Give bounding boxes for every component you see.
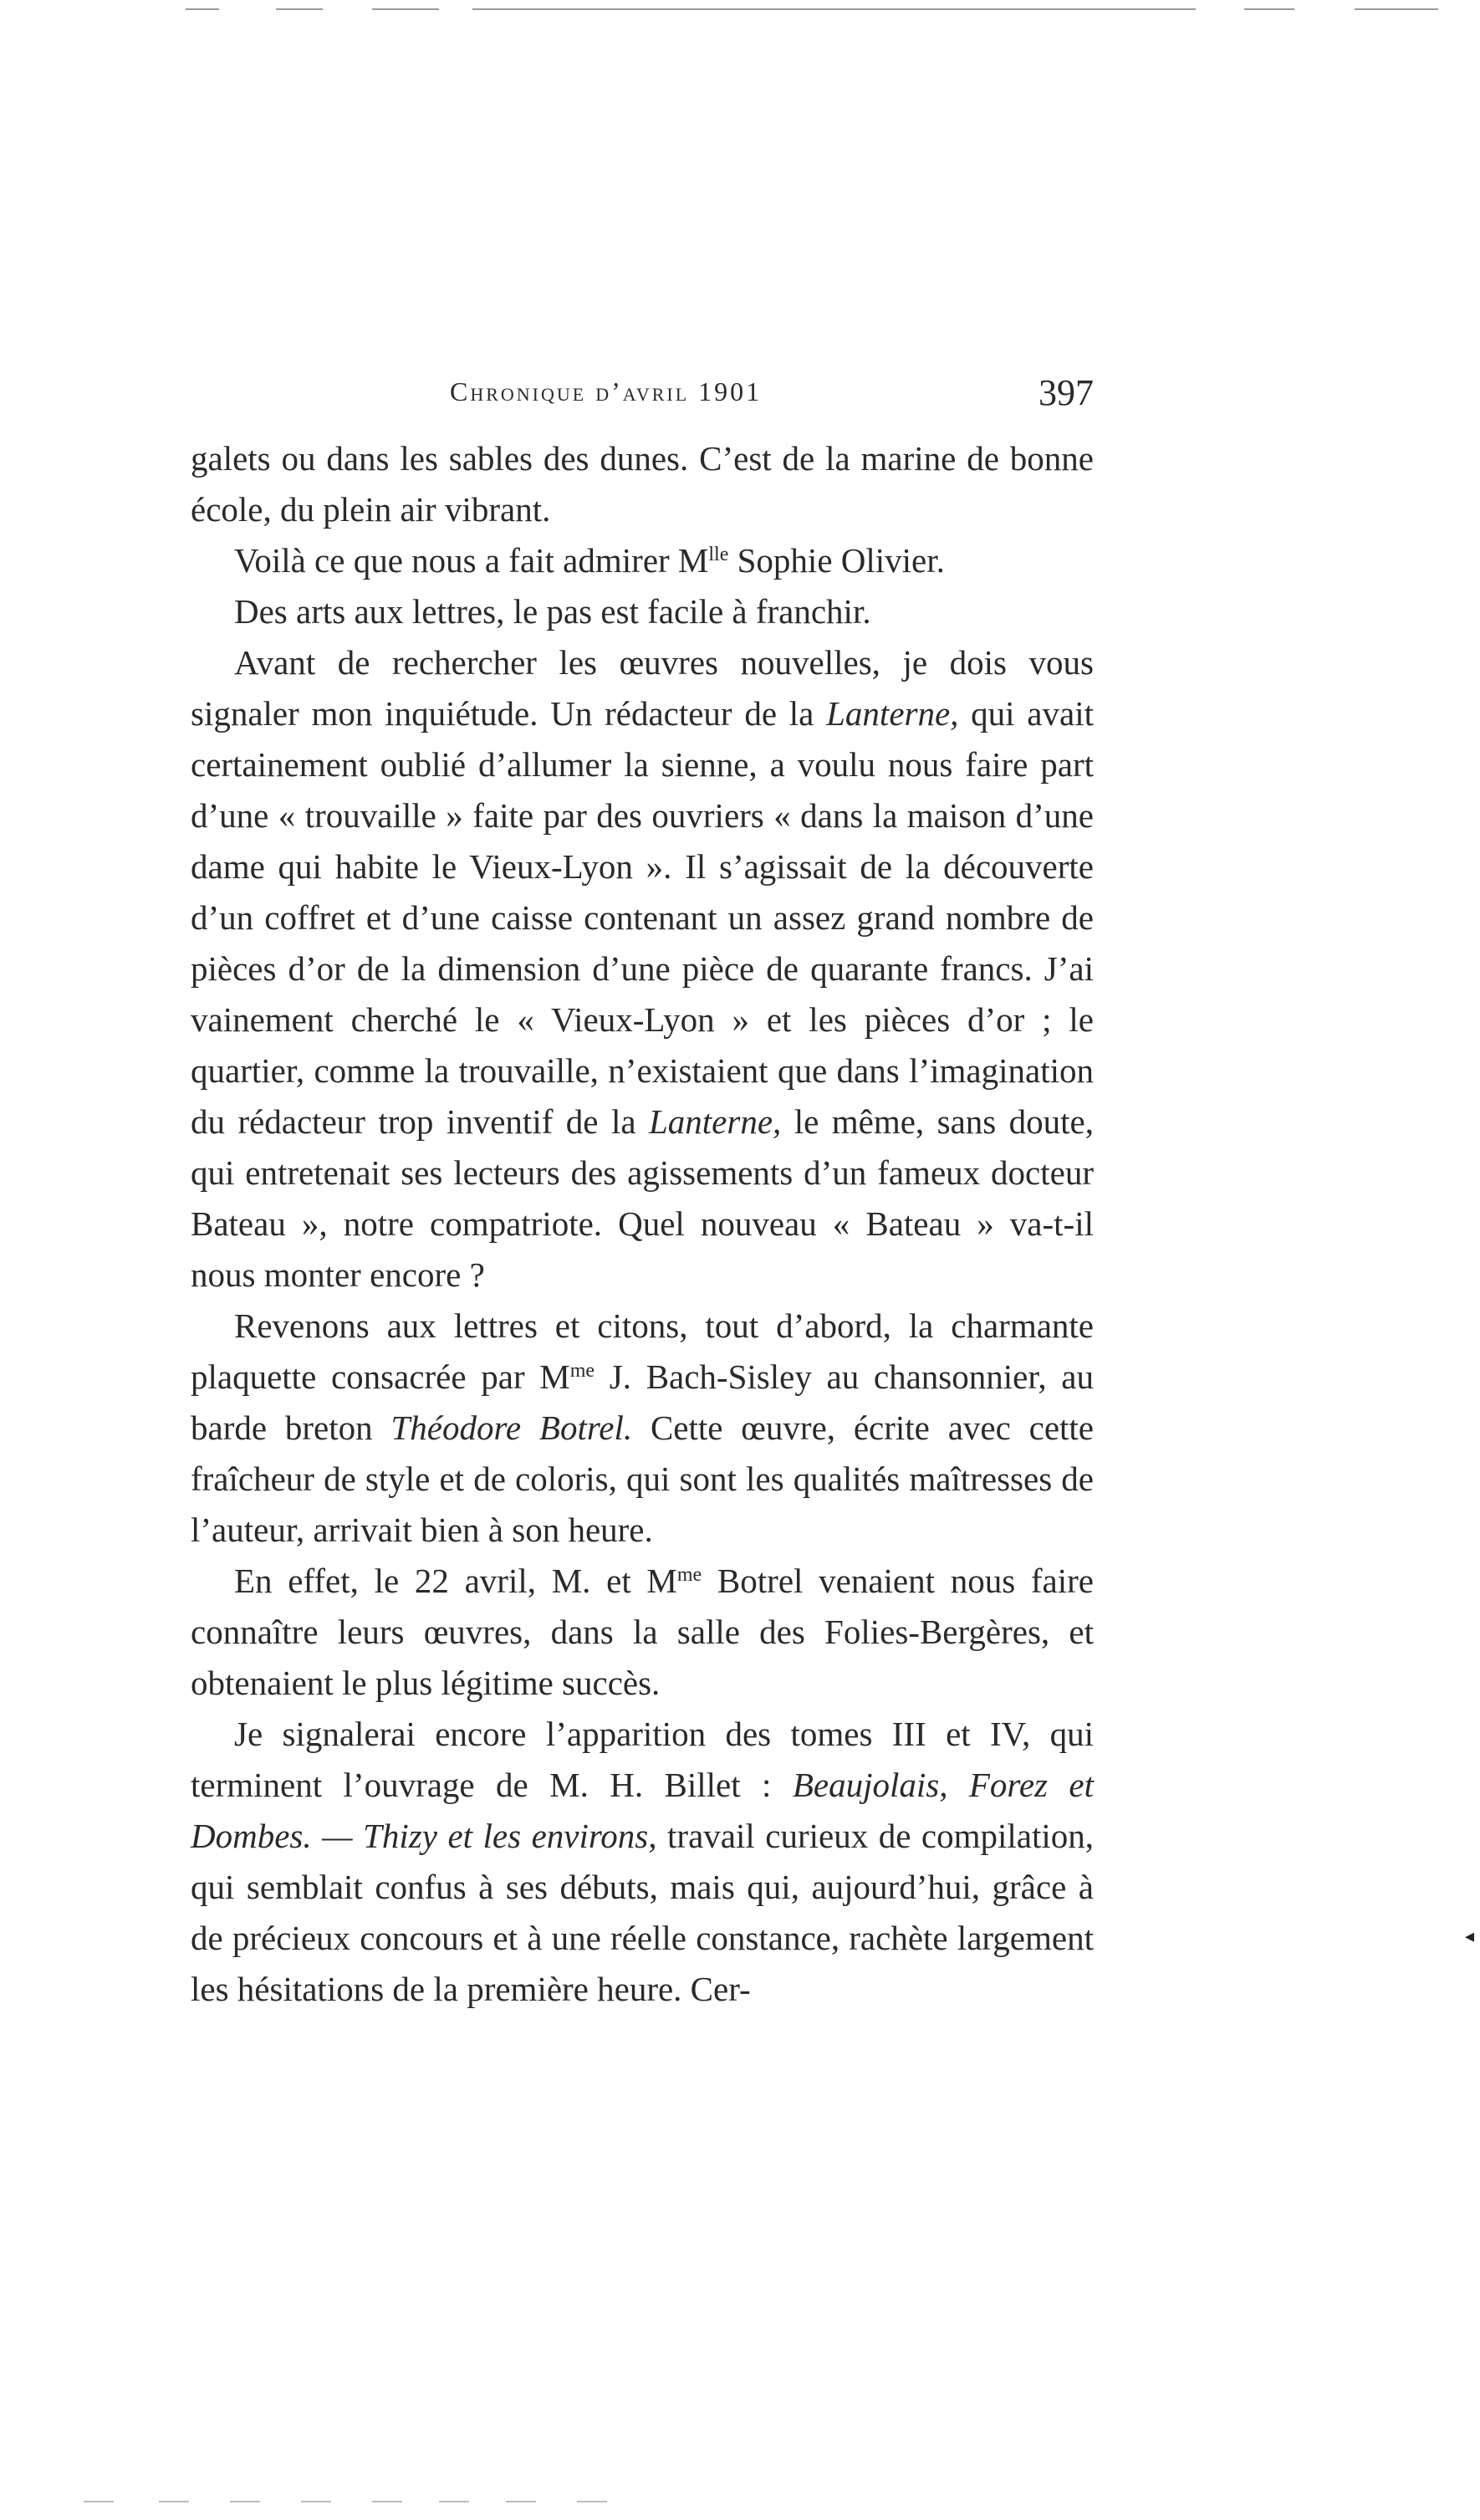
top-rule-1 bbox=[186, 8, 219, 10]
paragraph-1: galets ou dans les sables des dunes. C’est de la marine de bonne école, du plein air vibrant. bbox=[191, 439, 1094, 529]
bottom-dash-3 bbox=[230, 2501, 260, 2502]
running-title: Chronique d’avril 1901 bbox=[450, 376, 763, 406]
body-text bbox=[191, 433, 1094, 2015]
top-rule-2 bbox=[276, 8, 323, 10]
bottom-dash-1 bbox=[84, 2501, 114, 2502]
bottom-dash-7 bbox=[506, 2501, 536, 2502]
top-rule-6 bbox=[1355, 8, 1438, 10]
margin-arrow-icon: ◂ bbox=[1465, 1926, 1475, 1947]
bottom-dash-4 bbox=[301, 2501, 331, 2502]
paragraph-5: Revenons aux lettres et citons, tout d’abord, la charmante plaquette consacrée par $M^{me}$ J. Bach-Sisley au chansonnier, au barde breton Théodore Botrel. Cette œuvre, écrite avec cette fraîcheur de style et de coloris, qui sont les qualités maîtresses de l’auteur, arrivait bien à son heure. bbox=[191, 1306, 1095, 1549]
paragraph-4: Avant de rechercher les œuvres nouvelles, je dois vous signaler mon inquiétude. Un rédacteur de la Lanterne, qui avait certainement oublié d’allumer la sienne, a voulu nous faire part d’une « trouvaille » faite par des ouvriers « dans la maison d’une dame qui habite le Vieux-Lyon ». Il s’agissait de la découverte d’un coffret et d’une caisse contenant un assez grand nombre de pièces d’or de la dimension d’une pièce de quarante francs. J’ai vainement cherché le « Vieux-Lyon » et les pièces d’or ; le quartier, comme la trouvaille, n’existaient que dans l’imagination du rédacteur trop inventif de la Lanterne, le même, sans doute, qui entretenait ses lecteurs des agissements d’un fameux docteur Bateau », notre compatriote. Quel nouveau « Bateau » va-t-il nous monter encore ? bbox=[191, 643, 1094, 1294]
paragraph-3: Des arts aux lettres, le pas est facile à franchir. bbox=[234, 592, 871, 631]
top-rule-3 bbox=[372, 8, 439, 10]
paragraph-2: Voilà ce que nous a fait admirer $M^{lle}$ Sophie Olivier. bbox=[234, 541, 945, 580]
bottom-dash-6 bbox=[439, 2501, 469, 2502]
paragraph-7: Je signalerai encore l’apparition des tomes III et IV, qui terminent l’ouvrage de M. H. Billet : Beaujolais, Forez et Dombes. — Thizy et les environs, travail curieux de compilation, qui semblait confus à ses débuts, mais qui, aujourd’hui, grâce à de précieux concours et à une réelle constance, rachète largement les hésitations de la première heure. Cer- bbox=[191, 1715, 1095, 2008]
bottom-dash-8 bbox=[577, 2501, 607, 2502]
bottom-dash-2 bbox=[159, 2501, 189, 2502]
paragraph-6: En effet, le 22 avril, M. et $M^{me}$ Botrel venaient nous faire connaître leurs œuvres, dans la salle des Folies-Bergères, et obtenaient le plus légitime succès. bbox=[191, 1562, 1094, 1702]
bottom-dash-5 bbox=[372, 2501, 402, 2502]
top-rule-5 bbox=[1244, 8, 1294, 10]
page-number: 397 bbox=[1039, 372, 1094, 413]
top-rule-4 bbox=[472, 8, 1196, 10]
running-head bbox=[191, 372, 1094, 427]
